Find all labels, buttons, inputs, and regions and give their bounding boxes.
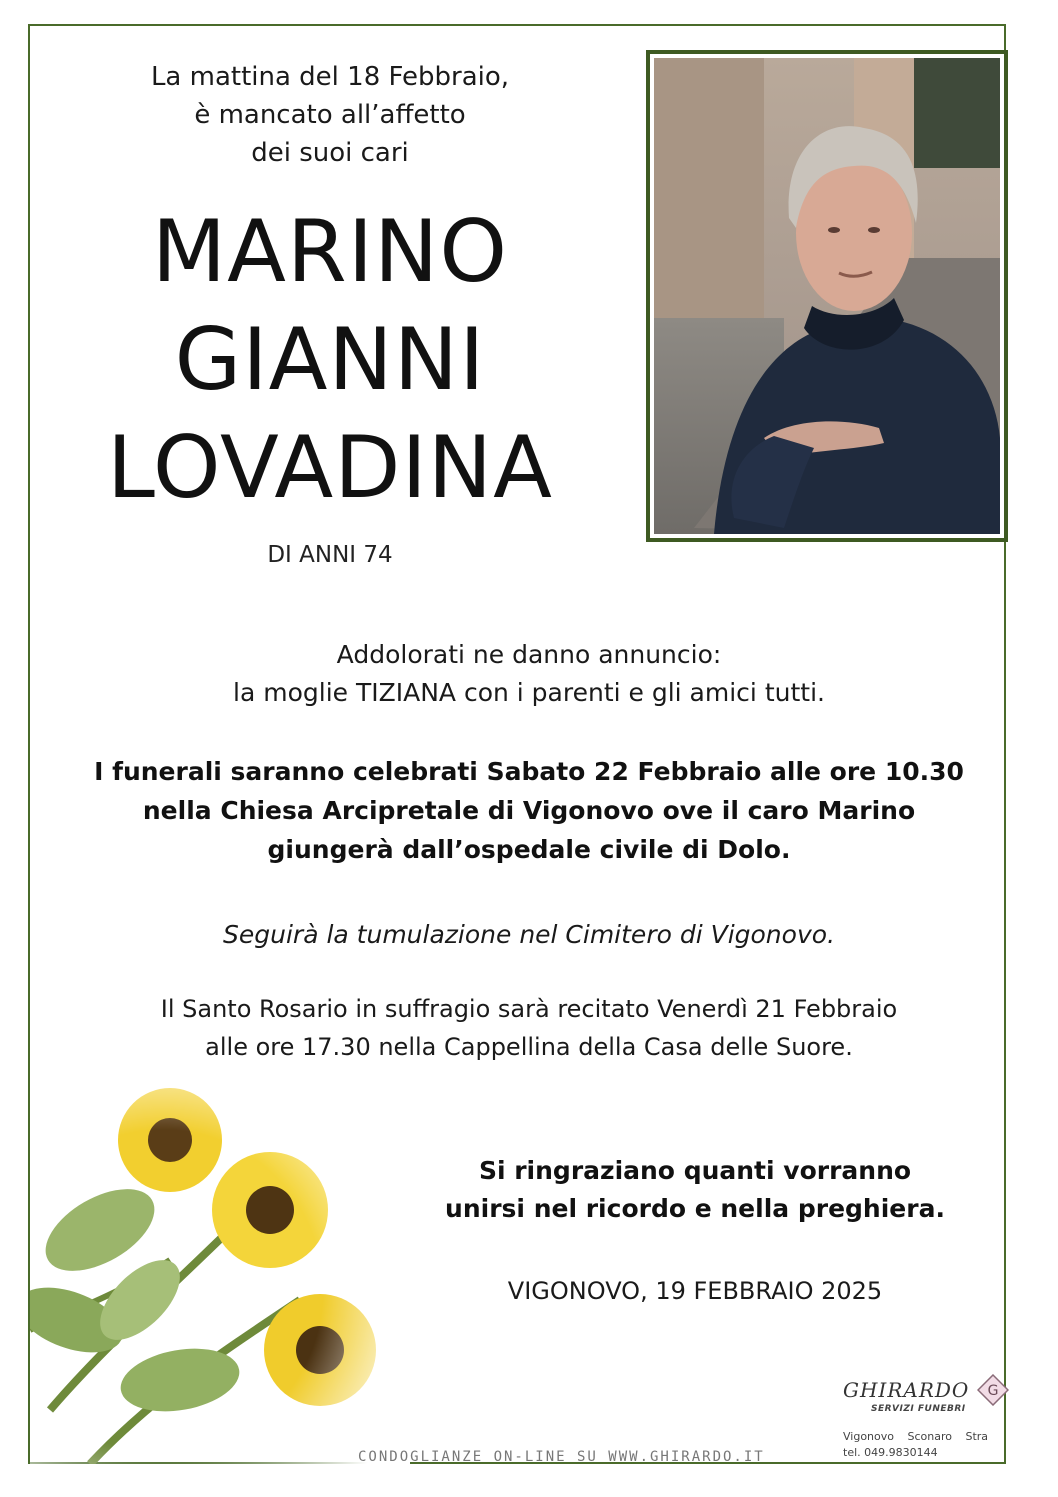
- thanks-text: [400, 1152, 990, 1228]
- intro-text: [130, 58, 530, 172]
- brand-phone: tel. 049.9830144: [843, 1446, 938, 1459]
- surname: LOVADINA: [107, 418, 553, 518]
- sunflowers-decoration: [30, 1080, 410, 1464]
- rosary-line: alle ore 17.30 nella Cappellina della Casa delle Suore.: [205, 1033, 853, 1061]
- place-date: VIGONOVO, 19 FEBBRAIO 2025: [507, 1277, 883, 1305]
- condolences-link[interactable]: CONDOGLIANZE ON-LINE SU WWW.GHIRARDO.IT: [358, 1449, 765, 1465]
- rosary-line: Il Santo Rosario in suffragio sarà recitato Venerdì 21 Febbraio: [160, 995, 898, 1023]
- deceased-name: [90, 198, 570, 522]
- intro-line: dei suoi cari: [251, 138, 409, 168]
- intro-line: è mancato all’affetto: [194, 100, 466, 130]
- portrait-illustration: [654, 58, 1000, 534]
- intro-line: La mattina del 18 Febbraio,: [150, 62, 510, 92]
- brand-towns: Vigonovo Sconaro Stra: [843, 1430, 989, 1443]
- rosary-details: [100, 990, 958, 1066]
- announcement-line: la moglie TIZIANA con i parenti e gli amici tutti.: [233, 678, 825, 707]
- brand-name: GHIRARDO: [843, 1378, 970, 1402]
- age-text: DI ANNI 74: [267, 542, 393, 568]
- funeral-line: I funerali saranno celebrati Sabato 22 Febbraio alle ore 10.30: [94, 757, 964, 786]
- thanks-line: unirsi nel ricordo e nella preghiera.: [445, 1194, 945, 1223]
- first-name: MARINO: [151, 202, 509, 302]
- announcement: [150, 636, 908, 712]
- portrait-photo: [646, 50, 1008, 542]
- thanks-line: Si ringraziano quanti vorranno: [478, 1156, 912, 1185]
- announcement-line: Addolorati ne danno annuncio:: [336, 640, 722, 669]
- burial-text: Seguirà la tumulazione nel Cimitero di Vigonovo.: [223, 920, 835, 949]
- brand-subtitle: SERVIZI FUNEBRI: [871, 1404, 966, 1414]
- brand-diamond-icon: [977, 1374, 1009, 1406]
- svg-text:G: G: [987, 1383, 999, 1399]
- funeral-line: giungerà dall’ospedale civile di Dolo.: [267, 835, 791, 864]
- second-name: GIANNI: [174, 310, 486, 410]
- funeral-home-logo: [835, 1378, 1025, 1468]
- funeral-details: [80, 752, 978, 869]
- funeral-line: nella Chiesa Arcipretale di Vigonovo ove il caro Marino: [142, 796, 916, 825]
